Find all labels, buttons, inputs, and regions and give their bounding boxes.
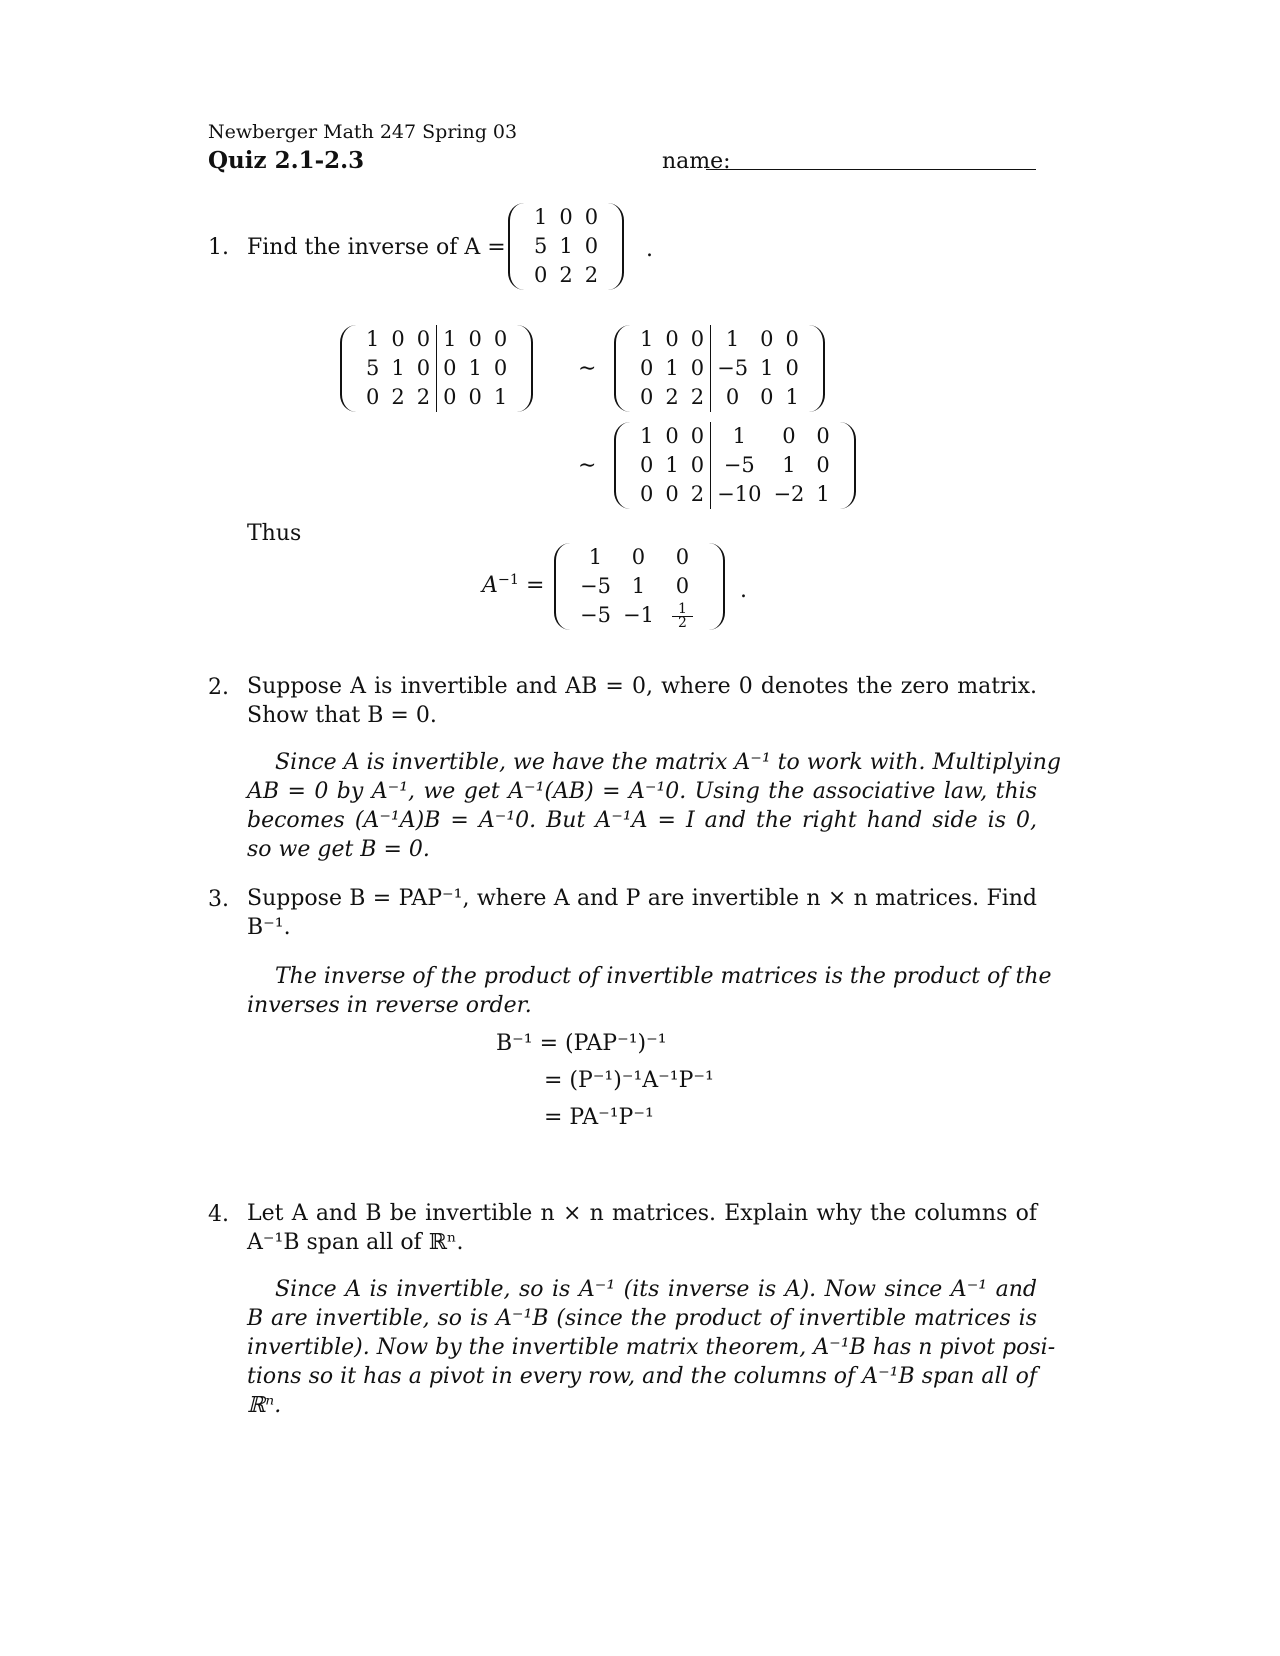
matrix-cell: 1 xyxy=(785,385,799,409)
matrix-cell: 2 xyxy=(559,263,573,287)
inverse-matrix xyxy=(554,543,725,630)
matrix-cell: −10 xyxy=(710,480,767,509)
matrix-cell: 0 xyxy=(468,327,482,351)
thus-label: Thus xyxy=(247,521,302,546)
matrix-cell: 2 xyxy=(690,385,705,409)
matrix-cell: 0 xyxy=(640,385,654,409)
matrix-grid xyxy=(570,543,709,630)
matrix-cell: −5 xyxy=(710,354,754,383)
matrix-grid xyxy=(630,325,809,412)
matrix-cell: 0 xyxy=(640,356,654,380)
matrix-cell: 1 xyxy=(391,356,405,380)
q4-answer-line-5: ℝⁿ. xyxy=(247,1393,282,1418)
matrix-cell: 1 xyxy=(366,327,380,351)
q4-line-2: A⁻¹B span all of ℝⁿ. xyxy=(247,1230,464,1255)
q2-line-2: Show that B = 0. xyxy=(247,703,437,728)
matrix-cell: 1 xyxy=(640,424,654,448)
fraction: $\frac{1}{2}$ xyxy=(666,603,699,630)
matrix-cell: 5 xyxy=(366,356,380,380)
q3-line-2: B⁻¹. xyxy=(247,915,291,940)
matrix-grid xyxy=(524,203,608,290)
matrix-cell: 0 xyxy=(416,327,431,351)
row-equivalent-symbol-1: ∼ xyxy=(578,356,597,381)
q4-line-1: Let A and B be invertible n × n matrices. Explain why the columns of xyxy=(247,1201,1037,1226)
matrix-cell: 0 xyxy=(559,205,573,229)
q3-equation-3: = PA⁻¹P⁻¹ xyxy=(544,1105,654,1130)
matrix-a xyxy=(508,203,624,290)
matrix-cell: −2 xyxy=(773,482,805,506)
q2-answer xyxy=(247,748,1061,864)
matrix-grid xyxy=(630,422,840,509)
matrix-cell: 0 xyxy=(468,385,482,409)
inverse-label: $A^{-1}$ = xyxy=(482,572,545,598)
matrix-cell: 0 xyxy=(584,234,599,258)
matrix-cell: 0 xyxy=(640,453,654,477)
matrix-cell: 0 xyxy=(675,574,690,598)
matrix-cell: 0 xyxy=(416,356,431,380)
matrix-cell: 1 xyxy=(760,356,774,380)
q3-line-1: Suppose B = PAP⁻¹, where A and P are invertible n × n matrices. Find xyxy=(247,886,1037,911)
matrix-cell: 1 xyxy=(782,453,796,477)
matrix-cell: 0 xyxy=(782,424,796,448)
q2-prompt xyxy=(247,672,1037,730)
matrix-cell: 1 xyxy=(710,422,767,451)
q3-answer-line-2: inverses in reverse order. xyxy=(247,993,532,1018)
q4-answer-line-2: B are invertible, so is A⁻¹B (since the product of invertible matrices is xyxy=(247,1306,1037,1331)
matrix-cell: 0 xyxy=(675,545,690,569)
matrix-cell: 0 xyxy=(760,385,774,409)
q3-prompt xyxy=(247,884,1037,942)
quiz-title: Quiz 2.1-2.3 xyxy=(208,147,365,174)
q2-answer-line-3: becomes (A⁻¹A)B = A⁻¹0. But A⁻¹A = I and the right hand side is 0, xyxy=(247,808,1037,833)
q4-number: 4. xyxy=(208,1202,229,1227)
matrix-cell: 0 xyxy=(816,453,830,477)
matrix-cell: 0 xyxy=(785,356,799,380)
matrix-cell: 1 xyxy=(436,325,462,354)
matrix-cell: 1 xyxy=(816,482,830,506)
matrix-cell: 2 xyxy=(665,385,679,409)
q4-answer xyxy=(247,1275,1056,1420)
matrix-cell: 1 xyxy=(665,356,679,380)
q3-answer-line-1: The inverse of the product of invertible matrices is the product of the xyxy=(275,964,1052,989)
matrix-cell: 0 xyxy=(690,424,705,448)
matrix-cell: 1 xyxy=(710,325,754,354)
row-equivalent-symbol-2: ∼ xyxy=(578,453,597,478)
matrix-cell: 0 xyxy=(631,545,646,569)
matrix-cell: −1 xyxy=(622,603,654,627)
matrix-cell: 5 xyxy=(534,234,548,258)
matrix-cell: 0 xyxy=(436,383,462,412)
inverse-period: . xyxy=(740,578,747,603)
matrix-cell: 2 xyxy=(416,385,431,409)
name-blank-line xyxy=(706,169,1036,170)
matrix-cell: 1 xyxy=(468,356,482,380)
matrix-cell: −5 xyxy=(580,574,611,598)
matrix-cell: 1 xyxy=(493,385,508,409)
matrix-cell: 0 xyxy=(690,453,705,477)
q4-answer-line-1: Since A is invertible, so is A⁻¹ (its inverse is A). Now since A⁻¹ and xyxy=(275,1277,1037,1302)
q1-number: 1. xyxy=(208,235,229,260)
matrix-cell: 0 xyxy=(436,354,462,383)
q1-prompt: Find the inverse of A = xyxy=(247,235,506,260)
matrix-cell: 1 xyxy=(534,205,548,229)
matrix-cell: 0 xyxy=(690,327,705,351)
matrix-cell: 0 xyxy=(493,356,508,380)
matrix-cell: 0 xyxy=(665,424,679,448)
q1-period: . xyxy=(646,237,653,262)
q2-number: 2. xyxy=(208,675,229,700)
q2-answer-line-1: Since A is invertible, we have the matrix A⁻¹ to work with. Multiplying xyxy=(275,750,1061,775)
q3-equation-1: B⁻¹ = (PAP⁻¹)⁻¹ xyxy=(496,1031,667,1056)
matrix-cell: 1 xyxy=(665,453,679,477)
q2-line-1: Suppose A is invertible and AB = 0, where 0 denotes the zero matrix. xyxy=(247,674,1037,699)
matrix-cell: −5 xyxy=(580,603,611,627)
matrix-cell: 0 xyxy=(366,385,380,409)
augmented-matrix-2 xyxy=(614,325,825,412)
matrix-cell: −5 xyxy=(710,451,767,480)
matrix-cell: 1 xyxy=(559,234,573,258)
matrix-grid xyxy=(356,325,517,412)
matrix-cell: 0 xyxy=(690,356,705,380)
q4-prompt xyxy=(247,1199,1037,1257)
augmented-matrix-3 xyxy=(614,422,856,509)
matrix-cell: 0 xyxy=(665,482,679,506)
matrix-cell: 0 xyxy=(710,383,754,412)
matrix-cell: 0 xyxy=(534,263,548,287)
matrix-cell: 0 xyxy=(816,424,830,448)
q3-answer xyxy=(247,962,1052,1020)
matrix-cell: 0 xyxy=(584,205,599,229)
matrix-cell: 1 xyxy=(588,545,603,569)
matrix-cell xyxy=(660,601,705,630)
matrix-cell: 0 xyxy=(391,327,405,351)
course-header: Newberger Math 247 Spring 03 xyxy=(208,121,518,143)
matrix-cell: 0 xyxy=(640,482,654,506)
q3-equation-2: = (P⁻¹)⁻¹A⁻¹P⁻¹ xyxy=(544,1068,714,1093)
matrix-cell: 2 xyxy=(391,385,405,409)
matrix-cell: 0 xyxy=(665,327,679,351)
matrix-cell: 2 xyxy=(690,482,705,506)
q4-answer-line-4: tions so it has a pivot in every row, and the columns of A⁻¹B span all of xyxy=(247,1364,1037,1389)
q2-answer-line-2: AB = 0 by A⁻¹, we get A⁻¹(AB) = A⁻¹0. Using the associative law, this xyxy=(247,779,1037,804)
matrix-cell: 2 xyxy=(584,263,599,287)
matrix-cell: 0 xyxy=(785,327,799,351)
q3-number: 3. xyxy=(208,887,229,912)
matrix-cell: 1 xyxy=(631,574,646,598)
augmented-matrix-1 xyxy=(340,325,533,412)
q2-answer-line-4: so we get B = 0. xyxy=(247,837,430,862)
matrix-cell: 1 xyxy=(640,327,654,351)
q4-answer-line-3: invertible). Now by the invertible matrix theorem, A⁻¹B has n pivot posi- xyxy=(247,1335,1056,1360)
name-label: name: xyxy=(662,149,731,174)
matrix-cell: 0 xyxy=(760,327,774,351)
matrix-cell: 0 xyxy=(493,327,508,351)
